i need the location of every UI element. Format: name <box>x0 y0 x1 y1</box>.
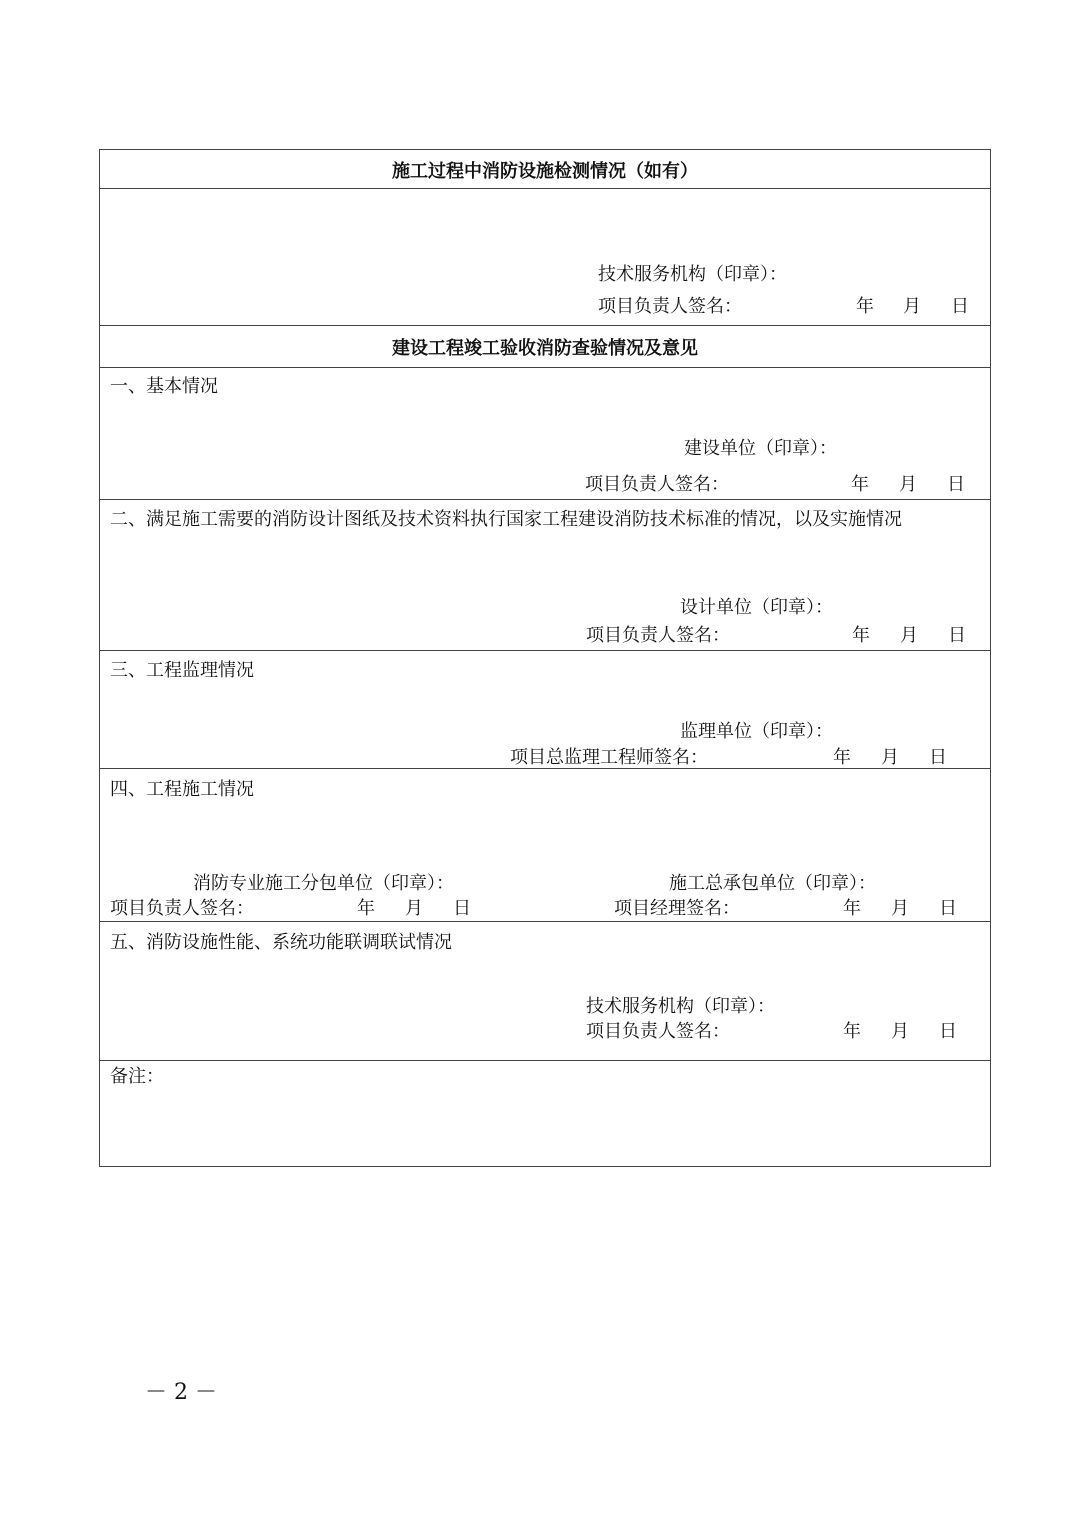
basic-section <box>100 368 990 500</box>
inspection-title-row <box>100 150 990 189</box>
supervision-heading: 三、工程监理情况 <box>110 660 254 681</box>
remarks-label: 备注： <box>110 1066 164 1087</box>
inspection-year-label: 年 <box>856 296 874 317</box>
supervision-day-label: 日 <box>929 747 947 768</box>
design-heading: 二、满足施工需要的消防设计图纸及技术资料执行国家工程建设消防技术标准的情况，以及实施情况 <box>110 509 902 530</box>
inspection-section <box>100 189 990 326</box>
general-contractor-seal-label: 施工总承包单位（印章）： <box>669 873 876 894</box>
commissioning-section <box>100 922 990 1061</box>
design-day-label: 日 <box>948 625 966 646</box>
basic-heading: 一、基本情况 <box>110 376 218 397</box>
commissioning-day-label: 日 <box>939 1021 957 1042</box>
commissioning-month-label: 月 <box>891 1021 909 1042</box>
general-contractor-sign-label: 项目经理签名： <box>614 898 740 919</box>
basic-month-label: 月 <box>899 474 917 495</box>
design-month-label: 月 <box>900 625 918 646</box>
supervision-sign-label: 项目总监理工程师签名： <box>510 747 708 768</box>
general-contractor-month-label: 月 <box>891 898 909 919</box>
design-sign-label: 项目负责人签名： <box>586 625 730 646</box>
subcontractor-seal-label: 消防专业施工分包单位（印章）： <box>193 873 454 894</box>
commissioning-org-seal-label: 技术服务机构（印章）： <box>586 996 775 1017</box>
inspection-month-label: 月 <box>903 296 921 317</box>
basic-day-label: 日 <box>947 474 965 495</box>
subcontractor-month-label: 月 <box>405 898 423 919</box>
supervision-org-seal-label: 监理单位（印章）： <box>680 721 833 742</box>
commissioning-heading: 五、消防设施性能、系统功能联调联试情况 <box>110 932 452 953</box>
inspection-title: 施工过程中消防设施检测情况（如有） <box>392 161 698 182</box>
commissioning-year-label: 年 <box>843 1021 861 1042</box>
basic-year-label: 年 <box>851 474 869 495</box>
commissioning-sign-label: 项目负责人签名： <box>586 1021 730 1042</box>
subcontractor-year-label: 年 <box>357 898 375 919</box>
remarks-section <box>100 1061 990 1166</box>
supervision-year-label: 年 <box>833 747 851 768</box>
general-contractor-day-label: 日 <box>939 898 957 919</box>
basic-sign-label: 项目负责人签名： <box>585 474 729 495</box>
inspection-day-label: 日 <box>951 296 969 317</box>
subcontractor-sign-label: 项目负责人签名： <box>110 898 254 919</box>
supervision-section <box>100 651 990 769</box>
fire-acceptance-form <box>99 149 991 1167</box>
design-year-label: 年 <box>852 625 870 646</box>
construction-section <box>100 769 990 922</box>
design-org-seal-label: 设计单位（印章）： <box>680 597 833 618</box>
acceptance-title: 建设工程竣工验收消防查验情况及意见 <box>392 338 698 359</box>
inspection-sign-label: 项目负责人签名： <box>598 296 742 317</box>
construction-heading: 四、工程施工情况 <box>110 779 254 800</box>
page-number: － 2 － <box>145 1380 217 1405</box>
subcontractor-day-label: 日 <box>453 898 471 919</box>
inspection-org-seal-label: 技术服务机构（印章）： <box>598 264 787 285</box>
design-section <box>100 500 990 651</box>
basic-org-seal-label: 建设单位（印章）： <box>684 438 837 459</box>
general-contractor-year-label: 年 <box>843 898 861 919</box>
supervision-month-label: 月 <box>881 747 899 768</box>
acceptance-title-row <box>100 327 990 368</box>
